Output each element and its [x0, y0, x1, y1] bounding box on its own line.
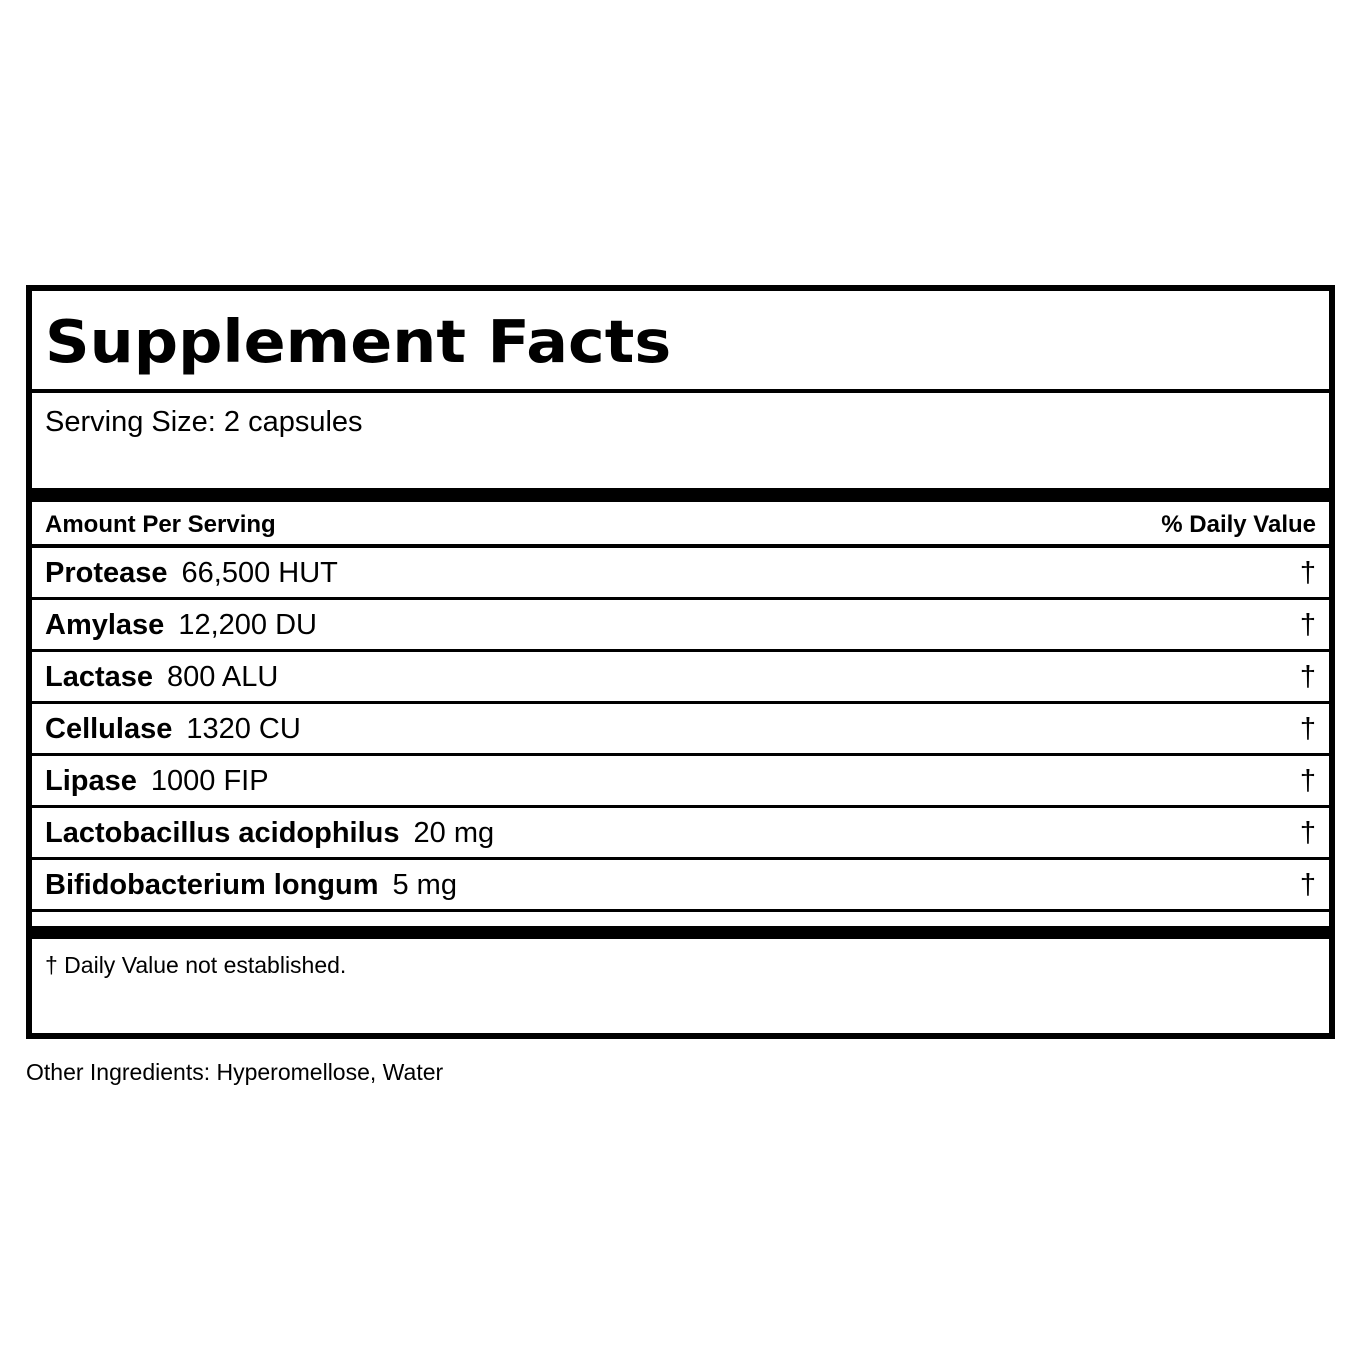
serving-size-row: [32, 393, 1329, 488]
ingredient-list: [32, 548, 1329, 912]
ingredient-name: Bifidobacterium longum: [45, 869, 379, 901]
other-ingredients: Other Ingredients: Hyperomellose, Water: [26, 1059, 444, 1085]
title-row: [32, 291, 1329, 393]
daily-value-header: % Daily Value: [1161, 511, 1316, 538]
ingredient-row: [32, 860, 1329, 912]
ingredient-amount: 66,500 HUT: [181, 557, 338, 589]
footnote: † Daily Value not established.: [45, 952, 347, 978]
ingredient-amount: 1000 FIP: [150, 765, 269, 797]
ingredient-name: Lactobacillus acidophilus: [45, 817, 400, 849]
daily-value-mark: †: [1299, 869, 1316, 901]
daily-value-mark: †: [1299, 765, 1316, 797]
ingredient-amount: 800 ALU: [167, 661, 279, 693]
ingredient-row: [32, 756, 1329, 808]
ingredient-amount: 20 mg: [413, 817, 495, 849]
serving-size: Serving Size: 2 capsules: [45, 406, 363, 438]
ingredient-name: Lipase: [45, 765, 137, 797]
ingredient-row: [32, 704, 1329, 756]
column-header-row: [32, 502, 1329, 548]
ingredient-amount: 5 mg: [392, 869, 457, 901]
supplement-facts-panel: [26, 285, 1335, 1039]
daily-value-mark: †: [1299, 817, 1316, 849]
ingredient-name: Amylase: [45, 609, 165, 641]
thick-divider-bottom: [32, 926, 1329, 939]
panel-title: Supplement Facts: [45, 307, 672, 376]
ingredient-row: [32, 600, 1329, 652]
ingredient-row: [32, 652, 1329, 704]
ingredient-amount: 1320 CU: [186, 713, 301, 745]
ingredient-row: [32, 548, 1329, 600]
ingredient-row: [32, 808, 1329, 860]
ingredient-name: Lactase: [45, 661, 154, 693]
thick-divider-top: [32, 488, 1329, 502]
ingredient-name: Cellulase: [45, 713, 173, 745]
ingredient-amount: 12,200 DU: [178, 609, 317, 641]
daily-value-mark: †: [1299, 609, 1316, 641]
daily-value-mark: †: [1299, 713, 1316, 745]
amount-per-serving-header: Amount Per Serving: [45, 511, 276, 538]
daily-value-mark: †: [1299, 661, 1316, 693]
daily-value-mark: †: [1299, 557, 1316, 589]
ingredient-name: Protease: [45, 557, 168, 589]
